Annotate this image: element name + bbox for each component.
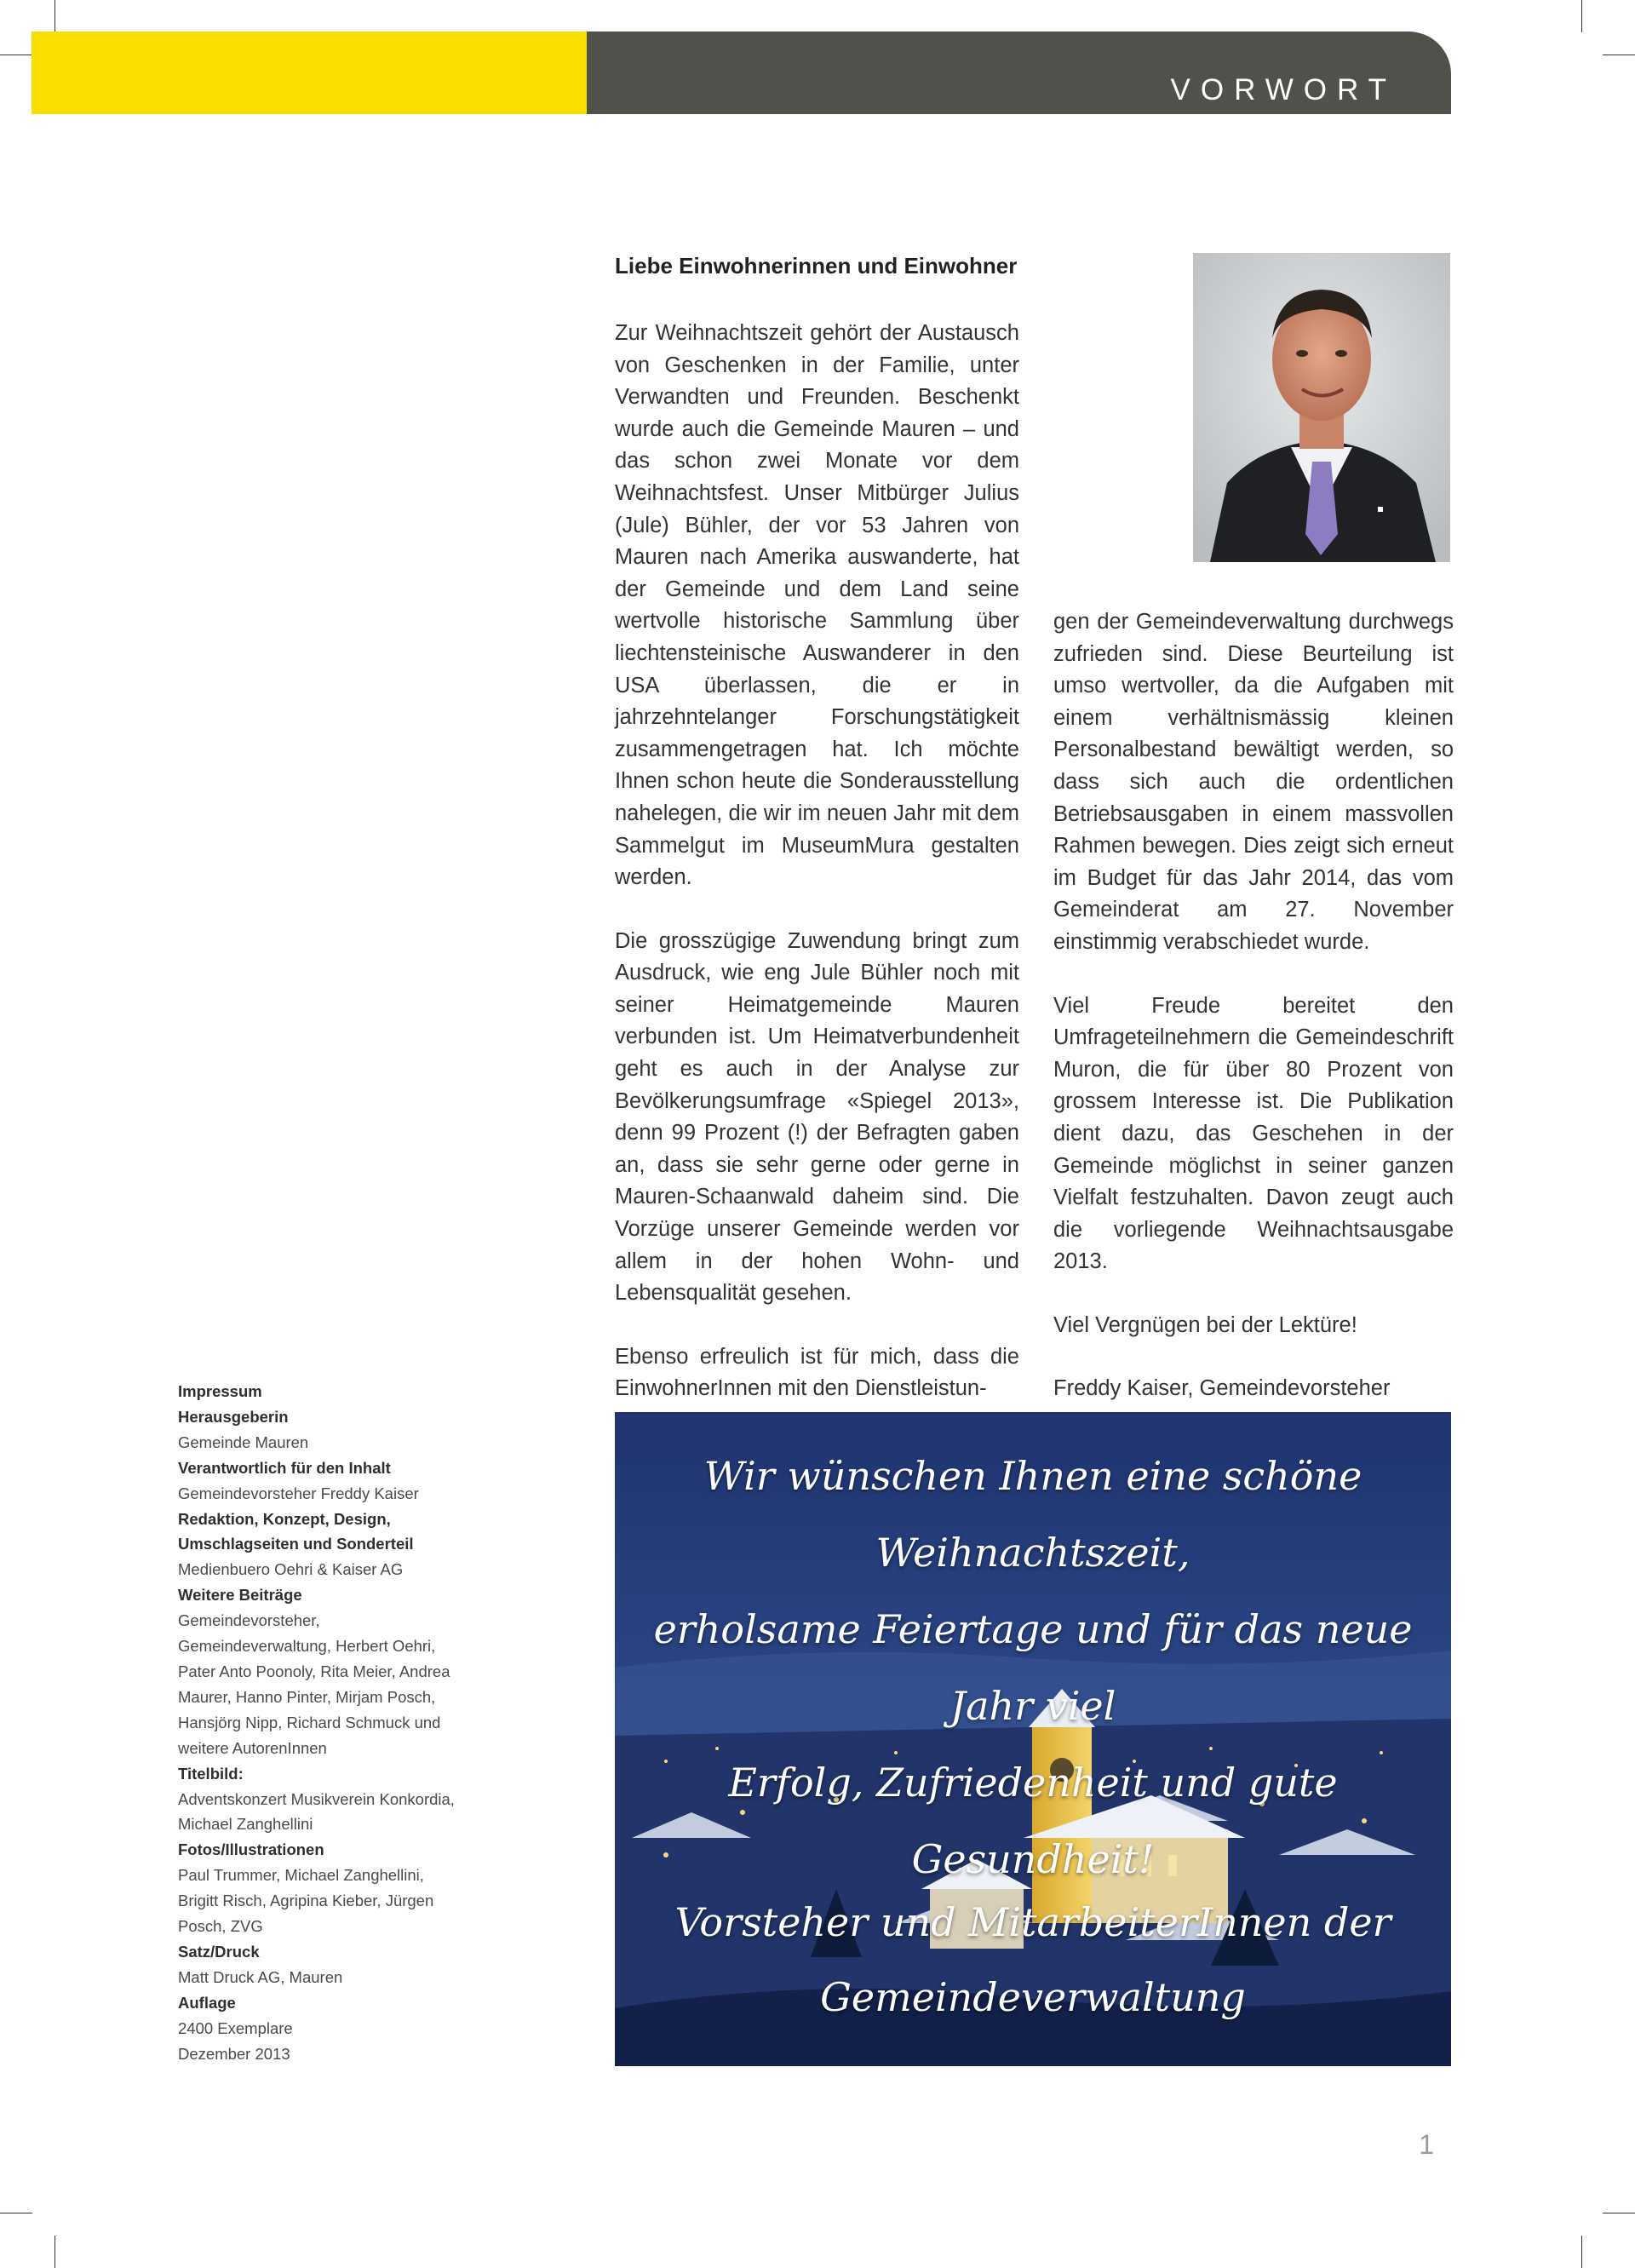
letter-salutation: Liebe Einwohnerinnen und Einwohner xyxy=(615,253,1018,278)
impressum-value: Matt Druck AG, Mauren xyxy=(178,1967,343,1986)
impressum-value: Dezember 2013 xyxy=(178,2044,290,2063)
impressum-label: Verantwortlich für den Inhalt xyxy=(178,1458,391,1477)
paragraph: Viel Vergnügen bei der Lektüre! xyxy=(1053,1312,1357,1337)
portrait-illustration xyxy=(1193,253,1450,562)
sender-line: Gemeindeverwaltung xyxy=(820,1974,1246,2020)
impressum-label: Auflage xyxy=(178,1993,236,2012)
impressum-title: Impressum xyxy=(178,1382,262,1400)
crop-mark xyxy=(54,0,55,32)
impressum-value: Medienbuero Oehri & Kaiser AG xyxy=(178,1560,404,1579)
letter-column-1 xyxy=(615,318,1019,1437)
header-accent-bar xyxy=(32,32,587,114)
paragraph: Ebenso erfreulich ist für mich, dass die EinwohnerInnen mit den Dienstleistun- xyxy=(615,1344,1019,1401)
greeting-line: Erfolg, Zufriedenheit und gute Gesundheit! xyxy=(728,1760,1338,1882)
paragraph: Zur Weihnachtszeit gehört der Austausch von Geschenken in der Familie, unter Verwandten und Freunden. Beschenkt wurde auch die Gemeinde Mauren – und das schon zwei Monate vor dem Weihnachtsfest. Unser Mitbürger Julius (Jule) Bühler, der vor 53 Jahren von Mauren nach Amerika auswanderte, hat der Gemeinde und dem Land seine wertvolle historische Sammlung über liechtensteinische Auswanderer in den USA überlassen, die er in jahrzehntelanger Forschungstätigkeit zusammengetragen hat. Ich möchte Ihnen schon heute die Sonderausstellung nahelegen, die wir im neuen Jahr mit dem Sammelgut im MuseumMura gestalten werden. xyxy=(615,321,1019,890)
crop-mark xyxy=(1581,2236,1582,2268)
impressum-label: Herausgeberin xyxy=(178,1407,289,1426)
paragraph: Viel Freude bereitet den Umfrageteilnehmern die Gemeindeschrift Muron, die für über 80 Prozent von grossem Interesse ist. Die Publikation dient dazu, das Geschehen in der Gemeinde möglichst in seiner ganzen Vielfalt festzuhalten. Davon zeugt auch die vorliegende Weihnachtsausgabe 2013. xyxy=(1053,993,1454,1274)
impressum xyxy=(178,1379,459,2066)
greeting-text xyxy=(615,1438,1451,1898)
page-number: 1 xyxy=(1419,2129,1434,2160)
letter-column-2 xyxy=(1053,606,1454,1437)
greeting-line: erholsame Feiertage und für das neue Jahr viel xyxy=(653,1606,1413,1729)
greeting-line: Wir wünschen Ihnen eine schöne Weihnachtszeit, xyxy=(703,1453,1362,1576)
impressum-label: Redaktion, Konzept, Design, Umschlagseiten und Sonderteil xyxy=(178,1509,414,1553)
impressum-value: Gemeindevorsteher, Gemeindeverwaltung, Herbert Oehri, Pater Anto Poonoly, Rita Meier, Andrea Maurer, Hanno Pinter, Mirjam Posch, Hansjörg Nipp, Richard Schmuck und weitere AutorenInnen xyxy=(178,1611,450,1757)
paragraph: gen der Gemeindeverwaltung durchwegs zufrieden sind. Diese Beurteilung ist umso wertvoller, da die Aufgaben mit einem verhältnismässig kleinen Personalbestand bewältigt werden, so dass sich auch die ordentlichen Betriebsausgaben in einem massvollen Rahmen bewegen. Dies zeigt sich erneut im Budget für das Jahr 2014, das vom Gemeinderat am 27. November einstimmig verabschiedet wurde. xyxy=(1053,610,1454,954)
impressum-value: 2400 Exemplare xyxy=(178,2018,293,2037)
christmas-greeting-banner xyxy=(615,1412,1451,2066)
impressum-label: Fotos/Illustrationen xyxy=(178,1840,324,1859)
impressum-value: Paul Trummer, Michael Zanghellini, Brigitt Risch, Agripina Kieber, Jürgen Posch, ZVG xyxy=(178,1866,434,1936)
impressum-value: Gemeinde Mauren xyxy=(178,1433,309,1451)
letter-signature: Freddy Kaiser, Gemeindevorsteher xyxy=(1053,1376,1391,1401)
impressum-value: Gemeindevorsteher Freddy Kaiser xyxy=(178,1484,419,1502)
impressum-label: Weitere Beiträge xyxy=(178,1586,302,1605)
crop-mark xyxy=(1581,0,1582,32)
paragraph: Die grosszügige Zuwendung bringt zum Ausdruck, wie eng Jule Bühler noch mit seiner Heimatgemeinde Mauren verbunden ist. Um Heimatverbundenheit geht es auch in der Analyse zur Bevölkerungsumfrage «Spiegel 2013», denn 99 Prozent (!) der Befragten gaben an, dass sie sehr gerne oder gerne in Mauren-Schaanwald daheim sind. Die Vorzüge unserer Gemeinde werden vor allem in der hohen Wohn- und Lebensqualität gesehen. xyxy=(615,928,1019,1306)
section-title: VORWORT xyxy=(1170,73,1397,106)
sender-line: Vorsteher und MitarbeiterInnen der xyxy=(674,1899,1391,1945)
impressum-value: Adventskonzert Musikverein Konkordia, Michael Zanghellini xyxy=(178,1789,455,1834)
impressum-label: Titelbild: xyxy=(178,1764,244,1783)
portrait-photo xyxy=(1193,253,1450,562)
crop-mark xyxy=(54,2236,55,2268)
impressum-label: Satz/Druck xyxy=(178,1942,260,1961)
greeting-sender xyxy=(615,1885,1451,2035)
